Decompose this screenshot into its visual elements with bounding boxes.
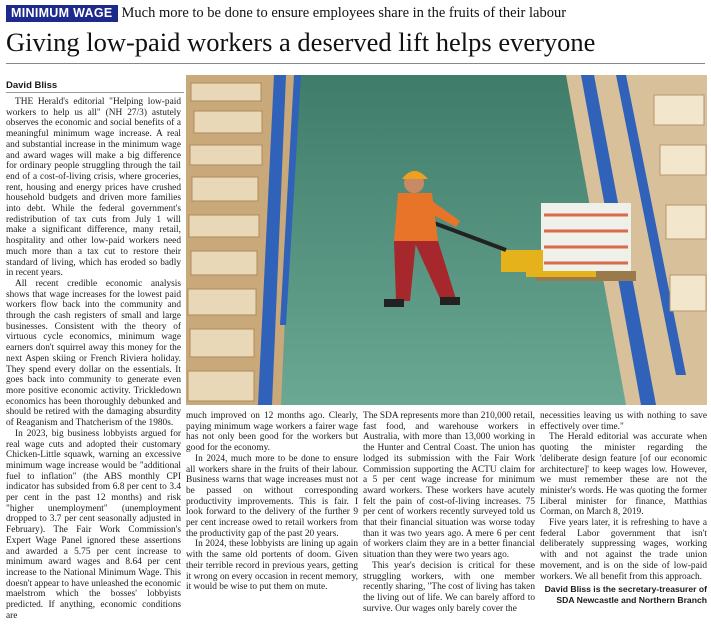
section-tag: MINIMUM WAGE: [6, 5, 118, 22]
paragraph: In 2024, much more to be done to ensure all workers share in the fruits of their labour. Business warns that wage increases must not be passed on without corresponding productivity improvements. This is fair. I look forward to the delivery of the further 9 per cent increase owed to retail workers from the productivity gap of the past 20 years.: [186, 453, 358, 539]
byline-rule: [6, 92, 184, 93]
byline: David Bliss: [6, 80, 58, 91]
kicker: [6, 4, 566, 22]
warehouse-worker-pallet-jack-photo: [186, 75, 707, 405]
paragraph: necessities leaving us with nothing to save effectively over time.": [540, 411, 707, 432]
column-2: [186, 411, 358, 623]
bio-line: David Bliss is the secretary-treasurer of: [544, 584, 707, 595]
paragraph: In 2024, these lobbyists are lining up again with the same old portents of doom. Given their terrible record in previous years, getting it wrong on every occasion in recent memory, it would be wise to put them on mute.: [186, 539, 358, 593]
paragraph: This year's decision is critical for these struggling workers, with one member recently sharing, "The cost of living has taken the living out of life. We can barely afford to survive. Our wages only barely cover the: [363, 560, 535, 614]
paragraph: Five years later, it is refreshing to have a federal Labor government that isn't deliberately suppressing wages, working with and not against the trade union movement, and is on the side of low-paid workers. We all benefit from this approach.: [540, 518, 707, 582]
paragraph: The Herald editorial was accurate when quoting the minister regarding the 'deliberate design feature [of our economic architecture]' to keep wages low. However, we must remember these are not the minister's words. He was quoting the former Liberal minister for finance, Matthias Corman, on March 8, 2019.: [540, 432, 707, 518]
deck: Much more to be done to ensure employees share in the fruits of their labour: [121, 4, 567, 21]
paragraph: much improved on 12 months ago. Clearly, paying minimum wage workers a fairer wage has not only been good for the workers but good for the economy.: [186, 411, 358, 454]
paragraph: In 2023, big business lobbyists argued for real wage cuts and adopted their customary Chicken-Little squawk, warning an excessive minimum wage increase would be "additional fuel to inflation" (the ABS monthly CPI indicator has subsided from 6.8 per cent to 3.4 per cent in the past 12 months) and risk "higher unemployment" (unemployment dropped to 3.7 per cent seasonally adjusted in February). The Fair Work Commission's Expert Wage Panel ignored these assertions and awarded a 5.75 per cent increase to minimum award wages and 8.64 per cent increase to the National Minimum Wage. This doesn't appear to have unleashed the economic maelstrom which the bosses' lobbyists predicted. If anything, economic conditions are: [6, 428, 181, 620]
paragraph: All recent credible economic analysis shows that wage increases for the lowest paid workers flow back into the community and through the cash registers of small and large businesses. Consistent with the theory of virtuous cycle economics, minimum wage earners don't squirrel away this money for the next Aspen skiing or French Riviera holiday. They spend every dollar on the essentials. It goes back into community to generate even more positive economic activity. Trickledown economics has been thoroughly debunked and should be retired with the damaging absurdity of Reaganism and Thatcherism of the 1980s.: [6, 278, 181, 429]
paragraph: THE Herald's editorial "Helping low-paid workers to help us all" (NH 27/3) astutely observes the economic and social benefits of a meaningful minimum wage increase. A real and substantial increase in the minimum wage and award wages will make a big difference for ordinary people struggling through the tail end of a cost-of-living crisis, where groceries, rent, housing and energy prices have crushed household budgets and driven more families into debt. While the federal government's redistribution of tax cuts from July 1 will make a significant difference, many retail, hospitality and other low-paid workers need much more than a tax cut to restore their standard of living, which has eroded so badly in recent years.: [6, 97, 181, 279]
column-3: [363, 411, 535, 623]
column-4: [540, 411, 707, 623]
bio-line: SDA Newcastle and Northern Branch: [556, 594, 707, 605]
headline: Giving low-paid workers a deserved lift helps everyone: [6, 27, 596, 57]
headline-rule: [6, 63, 705, 64]
column-1: [6, 97, 181, 620]
author-bio: [540, 584, 707, 605]
paragraph: The SDA represents more than 210,000 retail, fast food, and warehouse workers in Australia, with more than 13,000 working in the Hunter and Central Coast. The union has lodged its submission with the Fair Work Commission supporting the ACTU claim for a 5 per cent wage increase for minimum award workers. These workers have acutely felt the pain of cost-of-living increases. 75 per cent of workers recently surveyed told us that their financial situation was worse today than it was two years ago. A mere 6 per cent of workers claim they are in a better financial situation than they were two years ago.: [363, 411, 535, 561]
warehouse-worker-photo: [186, 75, 707, 405]
